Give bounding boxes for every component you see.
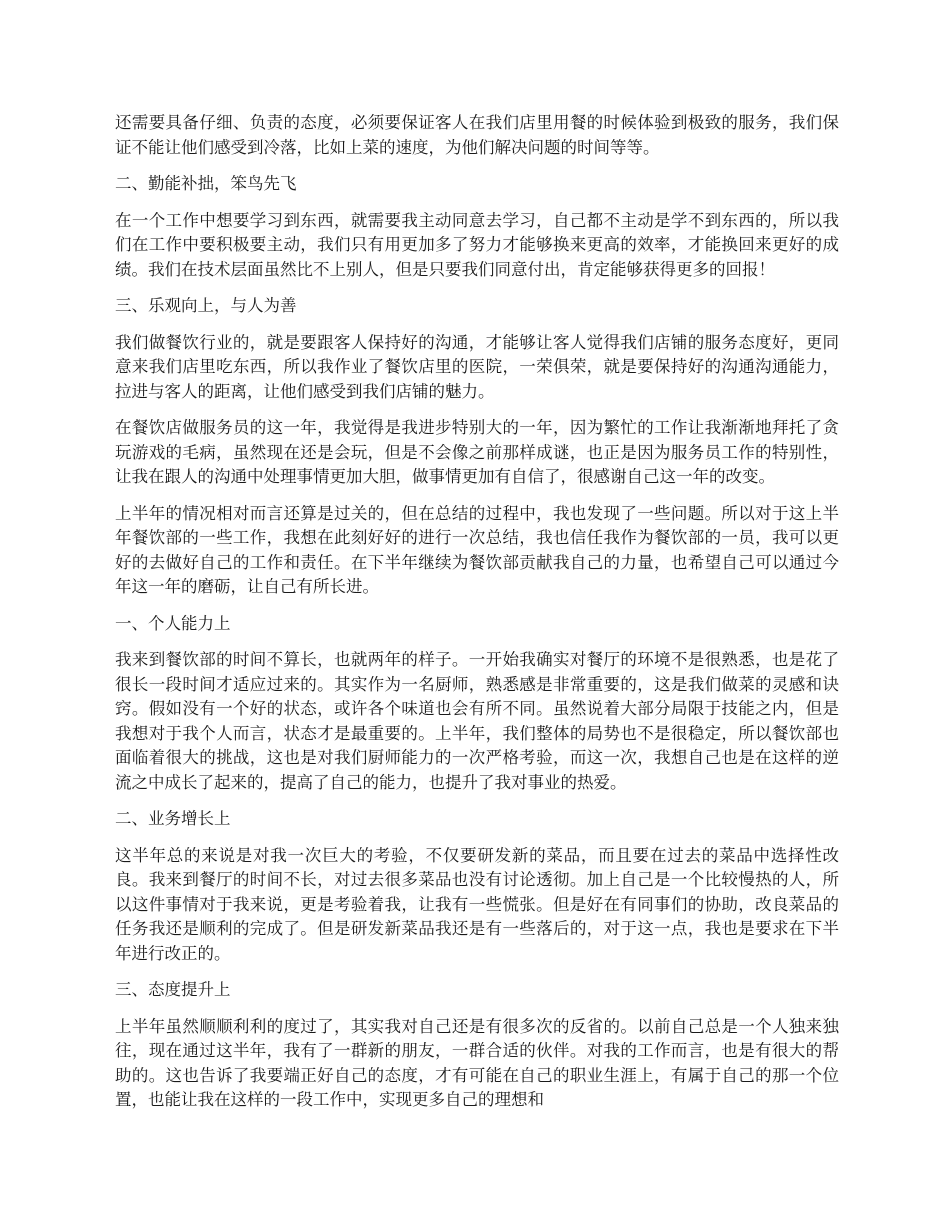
paragraph: 我来到餐饮部的时间不算长，也就两年的样子。一开始我确实对餐厅的环境不是很熟悉，也是花了很长一段时间才适应过来的。其实作为一名厨师，熟悉感是非常重要的，这是我们做菜的灵感和诀窍。假如没有一个好的状态，或许各个味道也会有所不同。虽然说着大部分局限于技能之内，但是我想对于我个人而言，状态才是最重要的。上半年，我们整体的局势也不是很稳定，所以餐饮部也面临着很大的挑战，这也是对我们厨师能力的一次严格考验，而这一次，我想自己也是在这样的逆流之中成长了起来的，提高了自己的能力，也提升了我对事业的热爱。 [115, 650, 839, 792]
paragraph: 上半年的情况相对而言还算是过关的，但在总结的过程中，我也发现了一些问题。所以对于这上半年餐饮部的一些工作，我想在此刻好好的进行一次总结，我也信任我作为餐饮部的一员，我可以更好的去做好自己的工作和责任。在下半年继续为餐饮部贡献我自己的力量，也希望自己可以通过今年这一年的磨砺，让自己有所长进。 [115, 503, 839, 596]
section-heading: 二、勤能补拙，笨鸟先飞 [115, 174, 297, 193]
section-heading: 二、业务增长上 [115, 809, 231, 828]
section-heading: 三、乐观向上，与人为善 [115, 296, 297, 315]
paragraph: 我们做餐饮行业的，就是要跟客人保持好的沟通，才能够让客人觉得我们店铺的服务态度好，更同意来我们店里吃东西，所以我作业了餐饮店里的医院，一荣俱荣，就是要保持好的沟通沟通能力，拉进与客人的距离，让他们感受到我们店铺的魅力。 [115, 332, 839, 401]
paragraph: 在餐饮店做服务员的这一年，我觉得是我进步特别大的一年，因为繁忙的工作让我渐渐地拜托了贪玩游戏的毛病，虽然现在还是会玩，但是不会像之前那样成谜，也正是因为服务员工作的特别性，让我在跟人的沟通中处理事情更加大胆，做事情更加有自信了，很感谢自己这一年的改变。 [115, 418, 839, 486]
section-heading: 三、态度提升上 [115, 980, 231, 999]
paragraph: 在一个工作中想要学习到东西，就需要我主动同意去学习，自己都不主动是学不到东西的，所以我们在工作中要积极要主动，我们只有用更加多了努力才能够换来更高的效率，才能换回来更好的成绩。我们在技术层面虽然比不上别人，但是只要我们同意付出，肯定能够获得更多的回报！ [115, 210, 839, 279]
document-body [115, 111, 839, 1125]
paragraph: 还需要具备仔细、负责的态度，必须要保证客人在我们店里用餐的时候体验到极致的服务，我们保证不能让他们感受到冷落，比如上菜的速度，为他们解决问题的时间等等。 [115, 113, 839, 157]
paragraph: 这半年总的来说是对我一次巨大的考验，不仅要研发新的菜品，而且要在过去的菜品中选择性改良。我来到餐厅的时间不长，对过去很多菜品也没有讨论透彻。加上自己是一个比较慢热的人，所以这件事情对于我来说，更是考验着我，让我有一些慌张。但是好在有同事们的协助，改良菜品的任务我还是顺利的完成了。但是研发新菜品我还是有一些落后的，对于这一点，我也是要求在下半年进行改正的。 [115, 845, 839, 963]
section-heading: 一、个人能力上 [115, 613, 231, 633]
paragraph: 上半年虽然顺顺利利的度过了，其实我对自己还是有很多次的反省的。以前自己总是一个人独来独往，现在通过这半年，我有了一群新的朋友，一群合适的伙伴。对我的工作而言，也是有很大的帮助的。这也告诉了我要端正好自己的态度，才有可能在自己的职业生涯上，有属于自己的那一个位置，也能让我在这样的一段工作中，实现更多自己的理想和 [115, 1016, 839, 1109]
